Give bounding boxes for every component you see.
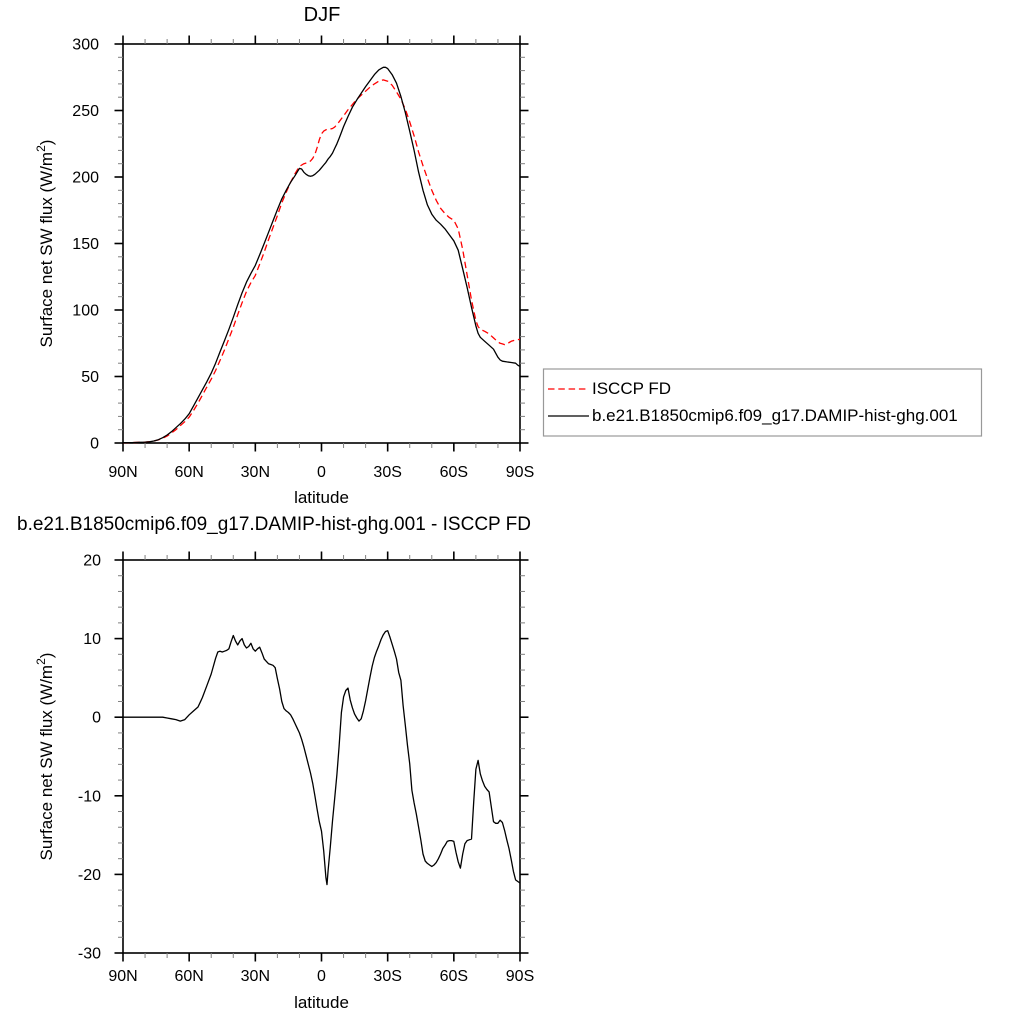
x-tick-label: 30N (240, 968, 271, 985)
legend-entry-label: b.e21.B1850cmip6.f09_g17.DAMIP-hist-ghg.001 (592, 406, 958, 425)
series-line-1 (123, 67, 520, 442)
panel-title: DJF (303, 4, 341, 26)
x-tick-label: 30S (373, 968, 402, 985)
y-axis-label-main: Surface net SW flux (W/m (37, 151, 56, 348)
x-tick-label: 90S (505, 464, 535, 481)
y-tick-label: -30 (77, 945, 101, 963)
y-axis-label (34, 140, 56, 348)
y-axis-label (34, 653, 56, 861)
y-tick-label: 0 (92, 709, 101, 727)
y-axis-label-sup: 2 (34, 145, 48, 152)
y-tick-label: -10 (77, 788, 101, 806)
y-axis-label-end: ) (37, 652, 56, 659)
x-tick-label: 0 (317, 968, 326, 985)
x-axis-label: latitude (294, 993, 349, 1012)
x-tick-label: 60N (174, 968, 204, 985)
y-tick-label: 0 (90, 435, 99, 453)
x-tick-label: 30S (373, 464, 402, 481)
y-axis-label-sup: 2 (34, 658, 48, 665)
y-tick-label: 250 (72, 103, 99, 120)
panel-difference (17, 514, 534, 1012)
panel-title: b.e21.B1850cmip6.f09_g17.DAMIP-hist-ghg.001 - ISCCP FD (17, 514, 531, 535)
y-tick-label: 150 (72, 236, 99, 253)
x-tick-label: 90N (108, 464, 138, 481)
series-line-0 (123, 631, 520, 885)
x-tick-label: 60N (174, 464, 204, 481)
panel-main (34, 4, 982, 507)
y-tick-label: -20 (77, 866, 101, 884)
x-tick-label: 0 (317, 464, 326, 481)
y-tick-label: 100 (72, 302, 99, 320)
y-tick-label: 200 (72, 169, 99, 187)
legend-entry-label: ISCCP FD (592, 379, 672, 398)
plot-frame (123, 44, 520, 443)
y-tick-label: 10 (83, 631, 101, 649)
x-tick-label: 30N (240, 464, 271, 481)
plot-frame (123, 560, 520, 953)
y-tick-label: 20 (83, 552, 101, 570)
x-tick-label: 60S (439, 968, 469, 985)
legend (544, 369, 982, 436)
y-axis-label-end: ) (37, 139, 56, 146)
y-tick-label: 300 (72, 36, 99, 54)
y-axis-label-main: Surface net SW flux (W/m (37, 664, 56, 861)
x-tick-label: 90S (505, 968, 535, 985)
x-tick-label: 60S (439, 464, 469, 481)
y-tick-label: 50 (81, 369, 99, 386)
x-axis-label: latitude (294, 488, 349, 507)
x-tick-label: 90N (108, 968, 138, 985)
